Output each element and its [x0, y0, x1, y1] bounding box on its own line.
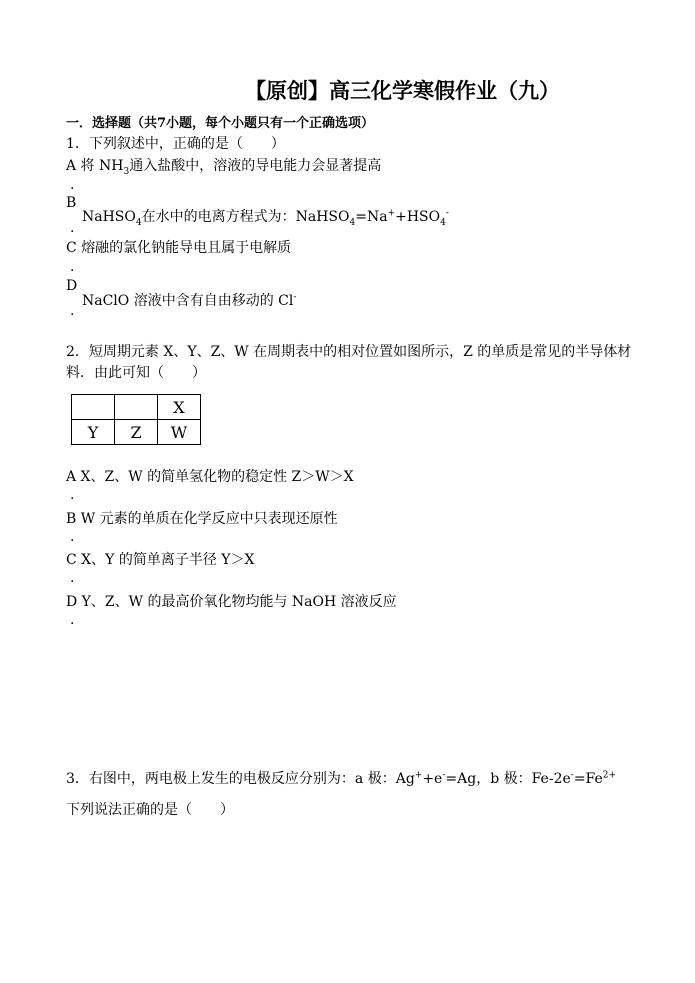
- q1-b-eq: =Na: [355, 209, 388, 225]
- table-cell: Y: [72, 420, 115, 445]
- q2-option-c: C X、Y 的简单离子半径 Y＞X: [66, 552, 255, 568]
- table-cell: [72, 395, 115, 420]
- q2-dot-b: .: [70, 529, 75, 545]
- q2-option-b: B W 元素的单质在化学反应中只表现还原性: [66, 511, 338, 527]
- table-row: [72, 420, 201, 445]
- q1-b-plus: +HSO: [395, 209, 441, 225]
- q1-option-a-post: 通入盐酸中，溶液的导电能力会显著提高: [129, 158, 382, 174]
- table-cell: X: [158, 395, 201, 420]
- q3-mid3: =Fe: [573, 771, 603, 787]
- q2-dot-a: .: [70, 487, 75, 503]
- q3-sup1: +: [414, 770, 423, 781]
- q1-dot-b: .: [70, 220, 75, 236]
- q1-dot-a: .: [70, 177, 75, 193]
- q1-d-sup: -: [293, 292, 297, 303]
- q2-dot-d: .: [70, 612, 75, 628]
- q1-d-pre: NaClO 溶液中含有自由移动的 Cl: [82, 293, 294, 309]
- q1-option-c: C 熔融的氯化钠能导电且属于电解质: [66, 240, 292, 256]
- q1-b-pre: NaHSO: [82, 209, 136, 225]
- q3-sup3: -: [570, 770, 574, 781]
- q1-b-sup1: +: [387, 208, 396, 219]
- question-3-stem: [66, 768, 616, 788]
- q1-b-sub3: 4: [440, 217, 446, 228]
- q1-b-sub2: 4: [349, 217, 356, 228]
- q3-stem-pre: 3．右图中，两电极上发生的电极反应分别为：a 极：Ag: [66, 771, 415, 787]
- q2-option-a: A X、Z、W 的简单氢化物的稳定性 Z＞W＞X: [66, 469, 354, 485]
- table-cell: Z: [115, 420, 158, 445]
- question-1-stem: 1．下列叙述中，正确的是（ ）: [66, 136, 285, 152]
- q2-dot-c: .: [70, 570, 75, 586]
- q3-sup4: 2+: [602, 770, 617, 781]
- q1-option-a-pre: A 将 NH: [66, 158, 124, 174]
- q3-sup2: -: [442, 770, 446, 781]
- q1-b-sub1: 4: [135, 217, 142, 228]
- q3-mid1: +e: [422, 771, 443, 787]
- page-title: 【原创】高三化学寒假作业（九）: [245, 78, 560, 103]
- q1-option-a-sub: 3: [123, 166, 130, 177]
- q1-dot-c: .: [70, 259, 75, 275]
- periodic-table-grid: [71, 394, 201, 445]
- table-cell: W: [158, 420, 201, 445]
- question-3-line2: 下列说法正确的是（ ）: [66, 802, 234, 818]
- q3-mid2: =Ag，b 极：Fe-2e: [445, 771, 571, 787]
- question-2-stem-line2: 料．由此可知（ ）: [66, 365, 206, 381]
- question-2-stem-line1: 2．短周期元素 X、Y、Z、W 在周期表中的相对位置如图所示，Z 的单质是常见的半导体材: [66, 344, 632, 360]
- q1-b-mid: 在水中的电离方程式为：NaHSO: [141, 209, 350, 225]
- q1-b-sup2: -: [445, 208, 449, 219]
- table-cell: [115, 395, 158, 420]
- q2-option-d: D Y、Z、W 的最高价氧化物均能与 NaOH 溶液反应: [66, 594, 397, 610]
- q1-option-d: [82, 290, 296, 310]
- section-heading: 一．选择题（共7小题，每个小题只有一个正确选项）: [66, 116, 375, 131]
- q1-option-b: [82, 206, 449, 228]
- q1-option-b-letter: B: [66, 195, 77, 211]
- table-row: [72, 395, 201, 420]
- q1-dot-d: .: [70, 303, 75, 319]
- q1-option-a: [66, 155, 381, 177]
- q1-option-d-letter: D: [66, 278, 78, 294]
